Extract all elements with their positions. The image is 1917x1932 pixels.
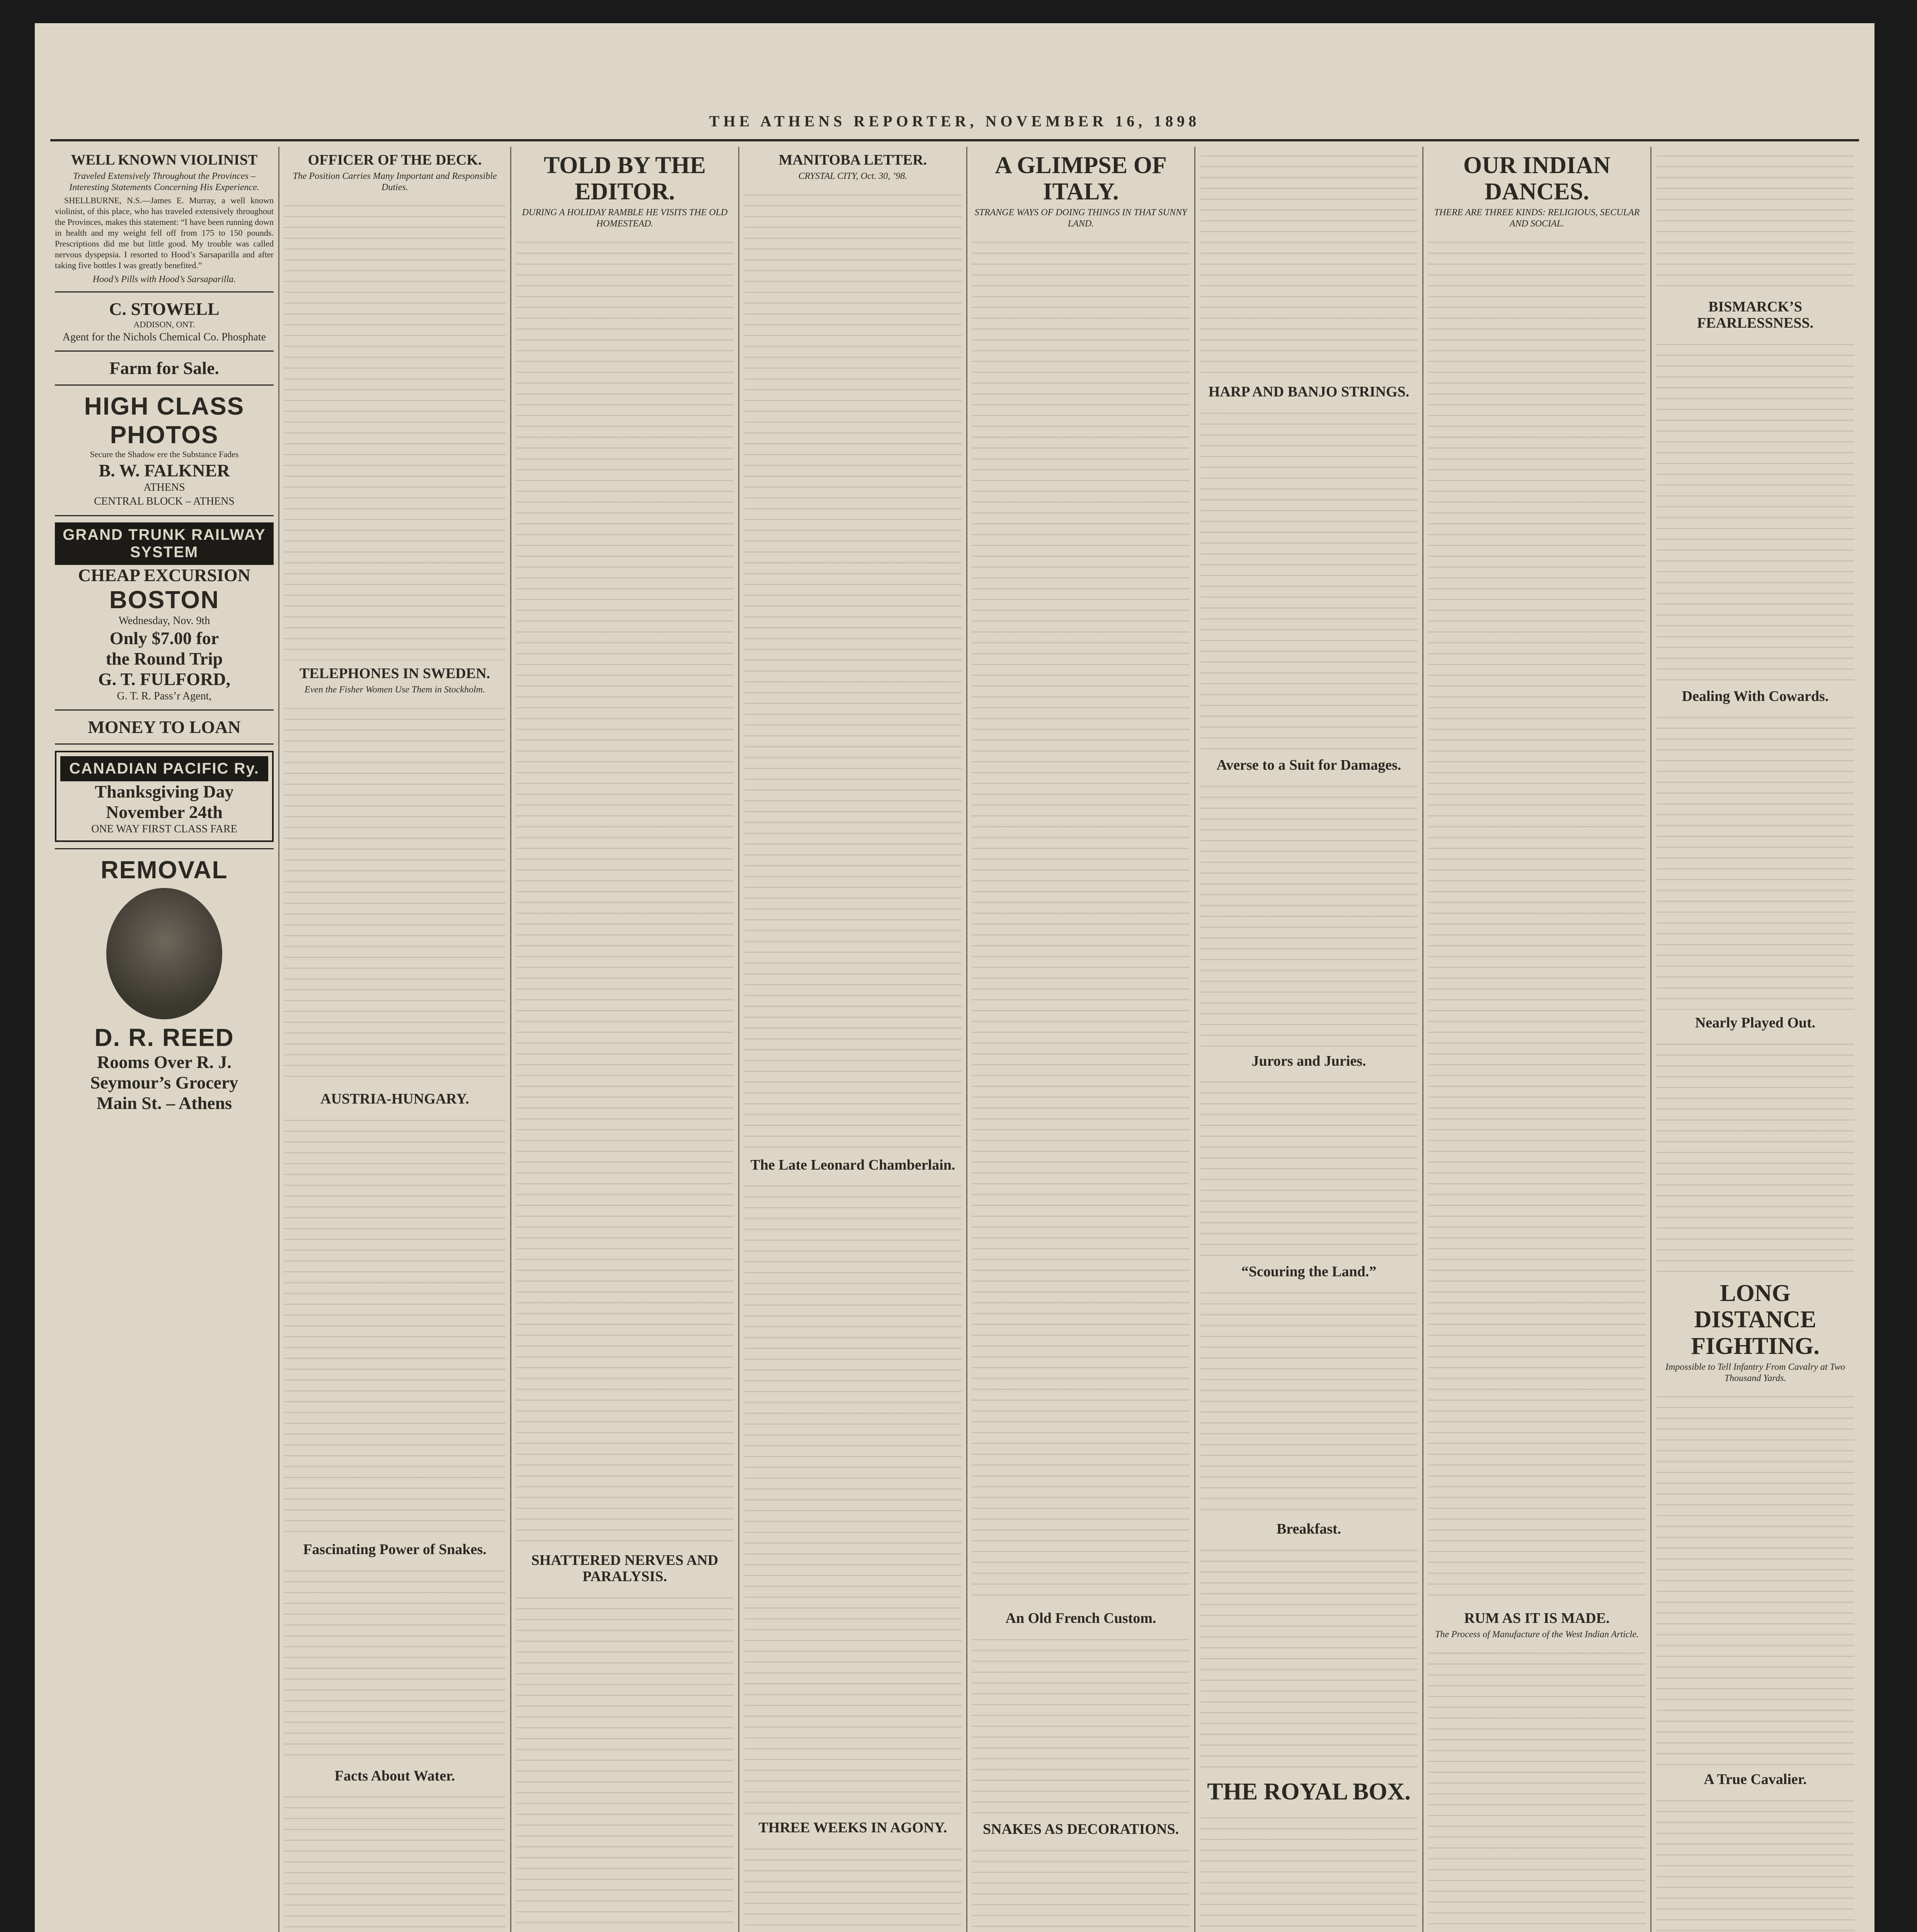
headline: Jurors and Juries. bbox=[1251, 1053, 1366, 1069]
headline: A True Cavalier. bbox=[1704, 1771, 1807, 1788]
ad-text: ONE WAY FIRST CLASS FARE bbox=[91, 823, 237, 835]
headline: SNAKES AS DECORATIONS. bbox=[982, 1821, 1179, 1837]
headline: THREE WEEKS IN AGONY. bbox=[758, 1820, 947, 1836]
ad-title: Farm for Sale. bbox=[109, 358, 220, 378]
text-block bbox=[284, 1788, 506, 1932]
text-block bbox=[1428, 233, 1646, 1605]
text-block bbox=[972, 1842, 1190, 1932]
ad-title: HIGH CLASS PHOTOS bbox=[84, 392, 245, 449]
text-block bbox=[284, 1111, 506, 1536]
text-block bbox=[516, 1589, 734, 1932]
ad-date: Wednesday, Nov. 9th bbox=[118, 614, 210, 627]
headline: RUM AS IT IS MADE. bbox=[1464, 1610, 1610, 1626]
column-3 bbox=[510, 147, 738, 1932]
ad-name: B. W. FALKNER bbox=[99, 460, 230, 480]
masthead-rule bbox=[50, 139, 1859, 141]
subheadline: DURING A HOLIDAY RAMBLE HE VISITS THE OLD HOMESTEAD. bbox=[522, 207, 728, 229]
headline: “Scouring the Land.” bbox=[1241, 1264, 1377, 1280]
railway-logo: CANADIAN PACIFIC Ry. bbox=[60, 756, 268, 781]
text-block bbox=[972, 1631, 1190, 1816]
ad-text: Rooms Over R. J. Seymour’s Grocery bbox=[90, 1052, 238, 1092]
column-8 bbox=[1650, 147, 1859, 1932]
text-block bbox=[1656, 1035, 1854, 1275]
ad-title: Thanksgiving Day bbox=[95, 782, 234, 802]
headline: Facts About Water. bbox=[334, 1767, 455, 1784]
headline: Breakfast. bbox=[1276, 1521, 1342, 1537]
text-block bbox=[1200, 1073, 1418, 1259]
text-block bbox=[1200, 404, 1418, 752]
headline: LONG DISTANCE FIGHTING. bbox=[1691, 1280, 1820, 1359]
loan-ad bbox=[55, 717, 274, 737]
ad-text: Secure the Shadow ere the Substance Fades bbox=[90, 449, 239, 459]
subheadline: STRANGE WAYS OF DOING THINGS IN THAT SUNNY LAND. bbox=[974, 207, 1187, 229]
ad-place: ADDISON, ONT. bbox=[133, 320, 195, 330]
text-block bbox=[1200, 147, 1418, 379]
headline: BISMARCK’S FEARLESSNESS. bbox=[1697, 299, 1813, 331]
ad-text: Hood’s Pills with Hood’s Sarsaparilla. bbox=[92, 274, 236, 285]
text-block bbox=[284, 197, 506, 660]
headline: A GLIMPSE OF ITALY. bbox=[995, 152, 1167, 205]
photos-ad bbox=[55, 392, 274, 509]
divider bbox=[55, 350, 274, 352]
ad-text: CENTRAL BLOCK – ATHENS bbox=[94, 495, 235, 508]
column-5 bbox=[966, 147, 1194, 1932]
headline: SHATTERED NERVES AND PARALYSIS. bbox=[531, 1552, 718, 1585]
ad-place: ATHENS bbox=[143, 481, 185, 493]
newspaper-page bbox=[35, 23, 1874, 1932]
text-block bbox=[1200, 1284, 1418, 1516]
text-block bbox=[284, 699, 506, 1086]
text-block bbox=[1656, 1792, 1854, 1932]
ad-date: November 24th bbox=[106, 802, 223, 822]
text-block bbox=[744, 1840, 962, 1932]
subheadline: The Process of Manufacture of the West Indian Article. bbox=[1435, 1629, 1639, 1639]
headline: An Old French Custom. bbox=[1005, 1610, 1156, 1626]
headline: Averse to a Suit for Damages. bbox=[1216, 757, 1401, 773]
headline: OFFICER OF THE DECK. bbox=[308, 152, 482, 168]
text-block bbox=[1656, 708, 1854, 1010]
text-block bbox=[1428, 1644, 1646, 1932]
gtr-ad bbox=[55, 522, 274, 704]
masthead: THE ATHENS REPORTER, NOVEMBER 16, 1898 bbox=[709, 112, 1200, 130]
headline: TOLD BY THE EDITOR. bbox=[543, 152, 706, 205]
ad-price: Only $7.00 for bbox=[109, 628, 219, 648]
ad-title: CHEAP EXCURSION bbox=[78, 565, 250, 585]
text-block bbox=[284, 1562, 506, 1763]
headline: HARP AND BANJO STRINGS. bbox=[1208, 384, 1410, 400]
text-block bbox=[1200, 1541, 1418, 1773]
headline: The Late Leonard Chamberlain. bbox=[750, 1156, 955, 1173]
divider bbox=[55, 743, 274, 745]
headline: WELL KNOWN VIOLINIST bbox=[71, 152, 258, 168]
ad-name: G. T. FULFORD, bbox=[98, 669, 231, 689]
column-4 bbox=[738, 147, 966, 1932]
column-2 bbox=[278, 147, 510, 1932]
divider bbox=[55, 515, 274, 516]
ad-title: REMOVAL bbox=[100, 855, 228, 884]
ad-text: G. T. R. Pass’r Agent, bbox=[117, 690, 212, 702]
barber-illustration bbox=[106, 888, 222, 1019]
text-block bbox=[744, 186, 962, 1152]
removal-ad bbox=[55, 855, 274, 1113]
subheadline: Traveled Extensively Throughout the Provinces – Interesting Statements Concerning His Experience. bbox=[69, 171, 259, 192]
headline: MANITOBA LETTER. bbox=[778, 152, 927, 168]
ad-name: D. R. REED bbox=[94, 1023, 234, 1051]
subheadline: THERE ARE THREE KINDS: RELIGIOUS, SECULAR AND SOCIAL. bbox=[1434, 207, 1640, 229]
subheadline: Even the Fisher Women Use Them in Stockholm. bbox=[304, 685, 485, 695]
railway-logo: GRAND TRUNK RAILWAY SYSTEM bbox=[55, 522, 274, 565]
headline: AUSTRIA-HUNGARY. bbox=[320, 1090, 469, 1107]
farm-ad bbox=[55, 358, 274, 378]
text-block bbox=[1200, 777, 1418, 1048]
column-7 bbox=[1422, 147, 1650, 1932]
divider bbox=[55, 384, 274, 386]
text-block bbox=[1656, 1388, 1854, 1766]
headline: THE ROYAL BOX. bbox=[1207, 1778, 1411, 1805]
subheadline: Impossible to Tell Infantry From Cavalry at Two Thousand Yards. bbox=[1665, 1362, 1845, 1383]
stowell-ad bbox=[55, 299, 274, 344]
ad-text: Main St. – Athens bbox=[96, 1093, 232, 1113]
text-block bbox=[1656, 335, 1854, 683]
headline: Nearly Played Out. bbox=[1695, 1015, 1816, 1031]
article-body: SHELLBURNE, N.S.—James E. Murray, a well known violinist, of this place, who has traveled extensively throughout the Provinces, makes this statement: “I have been running down in health and my weight fell off from 175 to 150 pounds. Prescriptions did me but little good. My trouble was called nervous dyspepsia. I resorted to Hood’s Sarsaparilla and after taking five bottles I was greatly benefited.” bbox=[55, 196, 274, 270]
headline: TELEPHONES IN SWEDEN. bbox=[299, 665, 490, 682]
text-block bbox=[744, 1177, 962, 1815]
subheadline: The Position Carries Many Important and Responsible Duties. bbox=[293, 171, 497, 192]
dateline: CRYSTAL CITY, Oct. 30, ’98. bbox=[798, 171, 907, 181]
headline: Fascinating Power of Snakes. bbox=[303, 1541, 487, 1558]
text-block bbox=[1656, 147, 1854, 294]
divider bbox=[55, 709, 274, 711]
headline: Dealing With Cowards. bbox=[1682, 688, 1829, 704]
divider bbox=[55, 848, 274, 849]
ad-text: Agent for the Nichols Chemical Co. Phosphate bbox=[62, 331, 266, 343]
cpr-ad bbox=[55, 751, 274, 842]
text-block bbox=[972, 233, 1190, 1605]
ad-destination: BOSTON bbox=[109, 585, 220, 614]
ad-title: MONEY TO LOAN bbox=[88, 717, 241, 737]
ad-name: C. STOWELL bbox=[109, 299, 220, 319]
ad-text: the Round Trip bbox=[106, 648, 223, 668]
divider bbox=[55, 291, 274, 293]
column-6 bbox=[1194, 147, 1422, 1932]
text-block bbox=[516, 233, 734, 1547]
text-block bbox=[1200, 1809, 1418, 1932]
headline: OUR INDIAN DANCES. bbox=[1463, 152, 1611, 205]
column-1 bbox=[50, 147, 278, 1932]
